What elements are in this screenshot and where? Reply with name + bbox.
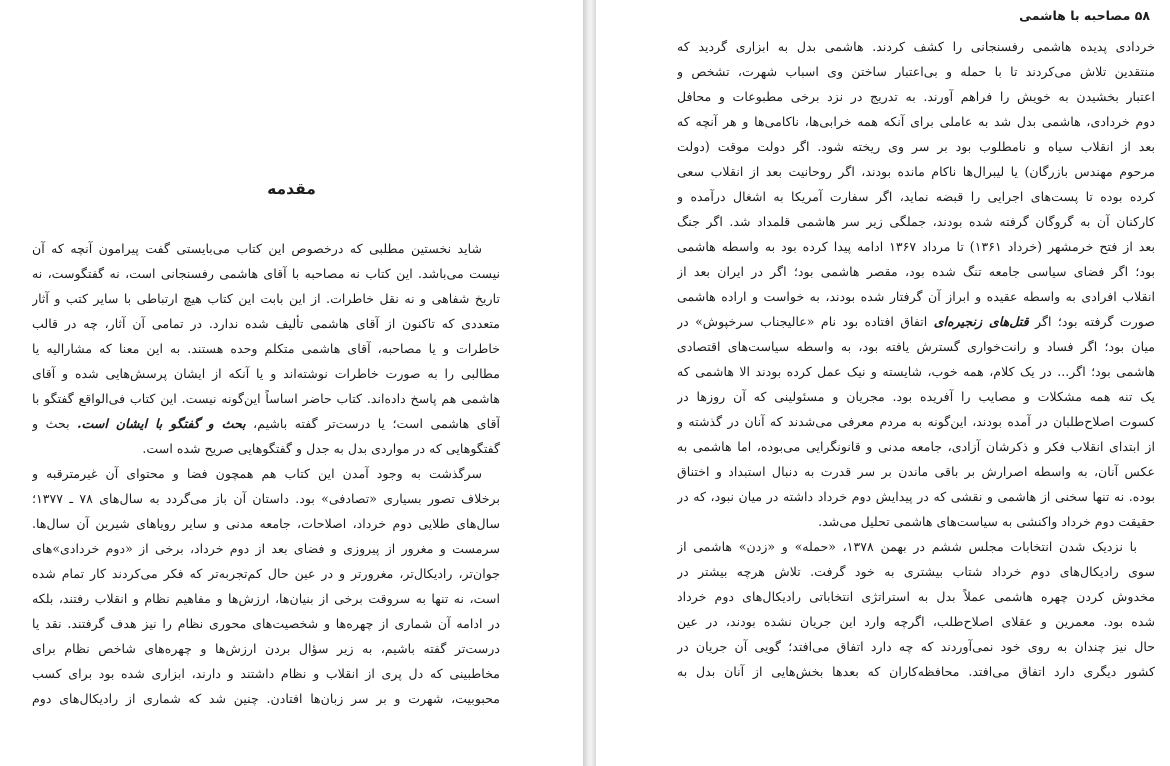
text-line: بود؛ اگر فضای سیاسی جامعه تنگ شده بود، مقصر هاشمی بود؛ اگر در ایران بعد از — [677, 264, 1155, 279]
text-line-with-emphasis — [32, 411, 500, 436]
text-line: است، نه تنها به سروقت برخی از بنیان‌ها، ارزش‌ها و مفاهیم نظام و انقلاب رفتند، بلکه — [32, 591, 500, 606]
text-line: یک تنه همه مشکلات و مصایب را آفریده بود. مجریان و مسئولینی که آن روزها در — [677, 389, 1155, 404]
text-line: در ادامه آن شماری از چهره‌ها و شخصیت‌های محوری نظام را نیز هدف گرفتند. نقد یا — [32, 616, 500, 631]
text-line: نیست می‌باشد. این کتاب نه مصاحبه با آقای هاشمی رفسنجانی است، نه گفتگوست، نه — [32, 266, 500, 281]
text-line: بوده. نه تنها سخنی از هاشمی و نقشی که در پیدایش دوم خرداد داشته در میان نبود، که در — [677, 489, 1155, 504]
text-line: کسوت اصلاح‌طلبان در آمده بودند، این‌گونه به مردم معرفی می‌شدند که آنان در گذشته و — [677, 414, 1155, 429]
text-line: هاشمی بود؛ اگر... در یک کلام، همه خوب، شایسته و نیک عمل کرده بودند الا هاشمی که — [677, 364, 1155, 379]
emphasized-phrase: بحث و گفتگو با ایشان است. — [77, 416, 246, 431]
text-line: سرگذشت به وجود آمدن این کتاب هم همچون فضا و محتوای آن غیرمترقبه و — [32, 466, 482, 481]
left-page-body — [32, 236, 500, 711]
text-line: برخلاف تصور بسیاری «تصادفی» بود. داستان آن باز می‌گردد به سال‌های ۷۸ ـ ۱۳۷۷؛ — [32, 491, 500, 506]
text-line: مطالبی را به صورت خاطرات نوشته‌اند و یا آنکه از ایشان پرسش‌هایی شده و آقای — [32, 366, 500, 381]
text-line: کشور دیگری دارد اتفاق می‌افتد. محافظه‌کاران که بعدها بخش‌هایی از آنان بدل به — [677, 664, 1155, 679]
running-head: ۵۸ مصاحبه با هاشمی — [1019, 8, 1150, 23]
text-line: دوم خردادی، هاشمی بدل شد به عاملی برای آنکه همه خرابی‌ها، ناکامی‌ها و هر آنچه که — [677, 114, 1155, 129]
text-line: مرحوم مهندس بازرگان) یا لیبرال‌ها ناکام مانده بودند، اگر روحانیت بعد از انقلاب سعی — [677, 164, 1155, 179]
text-line: منتقدین تلاش می‌کردند تا با حمله و بی‌اعتبار ساختن وی اسباب شهرت، تشخص و — [677, 64, 1155, 79]
text-line: سوی رادیکال‌های دوم خرداد شتاب بیشتری به خود گرفت. تلاش هرچه بیشتر در — [677, 564, 1155, 579]
text-line: از ابتدای انقلاب فکر و ذکرشان آزادی، جامعه مدنی و قانونگرایی می‌بوده، اما هاشمی به — [677, 439, 1155, 454]
text-line: میان بود؛ اگر فساد و رانت‌خواری گسترش یافته بود، به واسطه سیاست‌های اقتصادی — [677, 339, 1155, 354]
emphasized-phrase: قتل‌های زنجیره‌ای — [933, 314, 1029, 329]
text-line: شده بود. معمرین و عقلای اصلاح‌طلب، اگرچه وارد این جریان نشده بودند، در عین — [677, 614, 1155, 629]
left-page — [0, 0, 583, 766]
text-line: هاشمی هم پاسخ داده‌اند. کتاب حاضر اساساً این‌گونه نیست. این کتاب فی‌الواقع گفتگو با — [32, 391, 500, 406]
text-line: انقلاب افرادی به واسطه عقیده و ابراز آن گرفتار شده بودند، به خواست و اراده هاشمی — [677, 289, 1155, 304]
text-line: درست‌تر گفته باشیم، به زیر سؤال بردن ارزش‌ها و چهره‌های شاخص نظام برای — [32, 641, 500, 656]
text-segment: آقای هاشمی است؛ یا درست‌تر گفته باشیم، — [253, 416, 500, 431]
text-line: جوان‌تر، رادیکال‌تر، مغرورتر و در عین حال کم‌تجربه‌تر که فکر می‌کردند کار تمام شده — [32, 566, 500, 581]
text-line: سال‌های طلایی دوم خرداد، اصلاحات، جامعه مدنی و سایر رویاهای شیرین آن سال‌ها. — [32, 516, 500, 531]
chapter-title: مقدمه — [267, 180, 316, 198]
right-page-body — [677, 34, 1155, 684]
book-gutter — [583, 0, 596, 766]
text-line: خاطرات و یا مصاحبه، آقای هاشمی متکلم وحده هستند. به این معنا که مشارالیه یا — [32, 341, 500, 356]
text-line: خردادی پدیده هاشمی رفسنجانی را کشف کردند. هاشمی بدل به ابزاری گردید که — [677, 39, 1155, 54]
right-page — [596, 0, 1170, 766]
text-line: کرده بوده تا پست‌های اجرایی را قبضه نماید، اگر سفارت آمریکا به اشغال درآمده و — [677, 189, 1155, 204]
text-line: شاید نخستین مطلبی که درخصوص این کتاب می‌بایستی گفت پیرامون آنچه که آن — [32, 241, 482, 256]
text-line: بعد از انقلاب سیاه و نامطلوب بود بر سر وی ریخته شود. اگر دولت موقت (دولت — [677, 139, 1155, 154]
text-segment: صورت گرفته بود؛ اگر — [1035, 314, 1155, 329]
text-line: متعددی که تاکنون از آقای هاشمی تألیف شده ندارد. در تمامی آن آثار، چه در قالب — [32, 316, 500, 331]
text-line: عکس آنان، به واسطه اصرارش بر باقی ماندن بر سر قدرت به دنبال استبداد و اختناق — [677, 464, 1155, 479]
text-line: با نزدیک شدن انتخابات مجلس ششم در بهمن ۱۳۷۸، «حمله» و «زدن» هاشمی از — [677, 539, 1138, 554]
text-line: محبوبیت، شهرت و بر سر زبان‌ها افتادن. چنین شد که شماری از رادیکال‌های دوم — [32, 691, 500, 706]
text-line: کارکنان آن به گروگان گرفته شده بودند، جملگی زیر سر هاشمی قلمداد شد. اگر جنگ — [677, 214, 1155, 229]
text-line: حقیقت دوم خرداد واکنشی به سیاست‌های هاشمی تحلیل می‌شد. — [818, 514, 1155, 529]
text-line-with-emphasis — [677, 309, 1155, 334]
text-line: حال نیز چندان به روی خود نمی‌آوردند که چه دارد اتفاق می‌افتد؛ گویی آن جریان در — [677, 639, 1155, 654]
text-line: تاریخ شفاهی و نه نقل خاطرات. از این بابت این کتاب هیچ ارتباطی با سایر کتب و آثار — [32, 291, 500, 306]
text-line: گفتگوهایی که در مواردی بدل به جدل و گفتگوهایی صریح شده است. — [142, 441, 500, 456]
text-segment: اتفاق افتاده بود نام «عالیجناب سرخپوش» در — [677, 314, 928, 329]
text-segment: بحث و — [32, 416, 70, 431]
text-line: مخدوش کردن چهره هاشمی عملاً بدل به استراتژی انتخاباتی رادیکال‌های دوم خرداد — [677, 589, 1155, 604]
text-line: مخاطبینی که دل پری از انقلاب و نظام داشتند و دارند، ابزاری شده بود برای کسب — [32, 666, 500, 681]
text-line: بعد از فتح خرمشهر (خرداد ۱۳۶۱) تا مرداد ۱۳۶۷ ادامه پیدا کرده بود به واسطه هاشمی — [677, 239, 1155, 254]
text-line: سرمست و مغرور از پیروزی و فضای بعد از دوم خرداد، برخی از «دوم خردادی»های — [32, 541, 500, 556]
text-line: اعتبار بخشیدن به خویش را فراهم آورند. به تدریج در نزد برخی مطبوعات و محافل — [677, 89, 1155, 104]
